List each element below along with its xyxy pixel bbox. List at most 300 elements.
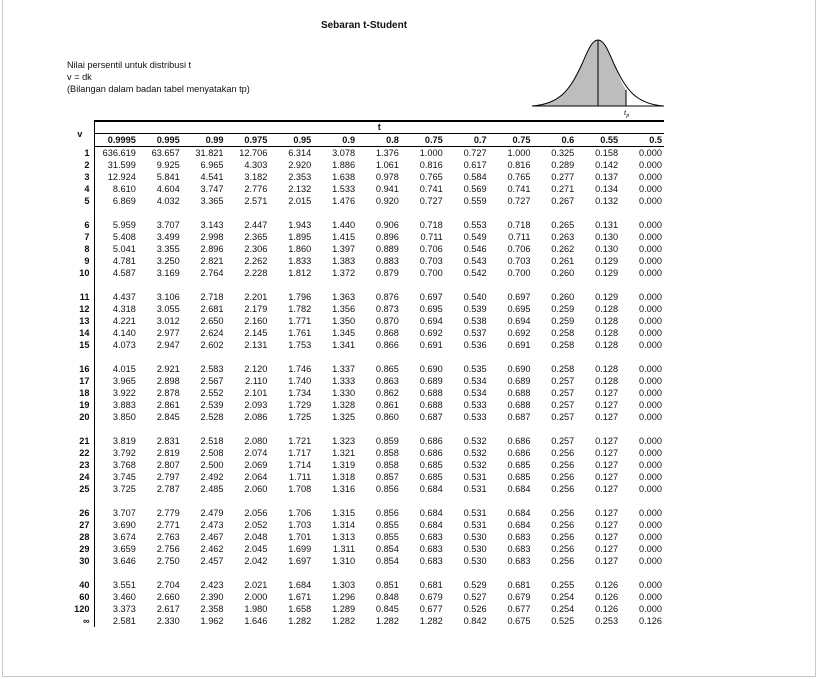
value-cell: 1.328 <box>332 400 356 410</box>
value-cell: 3.883 <box>112 400 136 410</box>
value-cell: 1.415 <box>332 232 356 242</box>
value-cell: 1.319 <box>332 460 356 470</box>
spacer-cell <box>94 495 664 507</box>
value-cell: 1.383 <box>332 256 356 266</box>
value-cell: 1.771 <box>288 316 312 326</box>
spacer-cell <box>94 279 664 291</box>
value-cell: 0.617 <box>463 160 487 170</box>
value-cell: 0.127 <box>595 412 619 422</box>
value-cell: 0.535 <box>463 364 487 374</box>
df-cell: 25 <box>66 483 94 495</box>
value-cell: 0.531 <box>463 508 487 518</box>
value-cell: 2.045 <box>244 544 268 554</box>
value-cell: 2.878 <box>156 388 180 398</box>
df-cell: 1 <box>66 147 94 160</box>
value-cell: 2.056 <box>244 508 268 518</box>
df-cell: 30 <box>66 555 94 567</box>
df-cell: 15 <box>66 339 94 351</box>
value-cell: 2.898 <box>156 376 180 386</box>
df-cell: 14 <box>66 327 94 339</box>
value-cell: 2.821 <box>200 256 224 266</box>
df-cell: 6 <box>66 219 94 231</box>
value-cell: 1.000 <box>419 148 443 158</box>
value-cell: 0.689 <box>507 376 531 386</box>
t-distribution-curve-figure <box>530 34 666 118</box>
value-cell: 0.000 <box>639 196 662 206</box>
value-cell: 1.533 <box>332 184 356 194</box>
value-cell: 3.745 <box>112 472 136 482</box>
value-cell: 0.865 <box>375 364 399 374</box>
df-cell: 24 <box>66 471 94 483</box>
value-cell: 0.542 <box>463 268 487 278</box>
value-cell: 0.549 <box>463 232 487 242</box>
value-cell: 3.659 <box>112 544 136 554</box>
value-cell: 1.638 <box>332 172 356 182</box>
value-cell: 1.962 <box>200 616 224 626</box>
value-cell: 4.221 <box>112 316 136 326</box>
value-cell: 2.567 <box>200 376 224 386</box>
value-cell: 0.259 <box>551 316 575 326</box>
value-cell: 2.617 <box>156 604 180 614</box>
value-cell: 0.258 <box>551 364 575 374</box>
value-cell: 0.263 <box>551 232 575 242</box>
value-cell: 1.708 <box>288 484 312 494</box>
value-cell: 12.924 <box>107 172 136 182</box>
value-cell: 0.527 <box>463 592 487 602</box>
value-cell: 1.980 <box>244 604 268 614</box>
table-row <box>66 291 664 303</box>
value-cell: 0.688 <box>507 388 531 398</box>
value-cell: 0.848 <box>375 592 399 602</box>
value-cell: 0.727 <box>463 148 487 158</box>
value-cell: 1.703 <box>288 520 312 530</box>
value-cell: 1.658 <box>288 604 312 614</box>
value-cell: 1.341 <box>332 340 356 350</box>
value-cell: 0.684 <box>419 484 443 494</box>
value-cell: 0.856 <box>375 508 399 518</box>
value-cell: 0.688 <box>507 400 531 410</box>
intro-line-1: Nilai persentil untuk distribusi t <box>67 60 192 70</box>
spacer-cell <box>66 351 94 363</box>
value-cell: 2.358 <box>200 604 224 614</box>
df-cell: 60 <box>66 591 94 603</box>
value-cell: 2.763 <box>156 532 180 542</box>
value-cell: 2.365 <box>244 232 268 242</box>
spacer-cell <box>66 567 94 579</box>
value-cell: 0.941 <box>375 184 399 194</box>
value-cell: 0.000 <box>639 556 662 566</box>
value-cell: 0.765 <box>507 172 531 182</box>
value-cell: 0.529 <box>463 580 487 590</box>
value-cell: 0.854 <box>375 556 399 566</box>
value-cell: 4.604 <box>156 184 180 194</box>
value-cell: 2.132 <box>288 184 312 194</box>
value-cell: 0.694 <box>419 316 443 326</box>
value-cell: 0.128 <box>595 304 619 314</box>
table-row <box>66 603 664 615</box>
value-cell: 3.012 <box>156 316 180 326</box>
value-cell: 0.132 <box>595 196 619 206</box>
value-cell: 2.704 <box>156 580 180 590</box>
value-cell: 3.078 <box>332 148 356 158</box>
value-cell: 0.000 <box>639 460 662 470</box>
value-cell: 4.073 <box>112 340 136 350</box>
value-cell: 0.127 <box>595 400 619 410</box>
value-cell: 1.812 <box>288 268 312 278</box>
table-row <box>66 519 664 531</box>
spacer-cell <box>94 423 664 435</box>
value-cell: 3.922 <box>112 388 136 398</box>
value-cell: 0.127 <box>595 532 619 542</box>
value-cell: 2.074 <box>244 448 268 458</box>
value-cell: 1.330 <box>332 388 356 398</box>
value-cell: 2.718 <box>200 292 224 302</box>
percentile-header: 0.75 <box>401 134 445 147</box>
table-row <box>66 387 664 399</box>
value-cell: 5.408 <box>112 232 136 242</box>
value-cell: 0.692 <box>507 328 531 338</box>
value-cell: 0.683 <box>507 532 531 542</box>
value-cell: 0.684 <box>507 484 531 494</box>
value-cell: 0.127 <box>595 544 619 554</box>
tp-label-sub: p <box>626 113 630 118</box>
df-cell: 21 <box>66 435 94 447</box>
value-cell: 1.895 <box>288 232 312 242</box>
value-cell: 1.886 <box>332 160 356 170</box>
value-cell: 0.271 <box>551 184 575 194</box>
value-cell: 0.584 <box>463 172 487 182</box>
value-cell: 4.032 <box>156 196 180 206</box>
value-cell: 0.883 <box>375 256 399 266</box>
value-cell: 0.683 <box>507 556 531 566</box>
value-cell: 3.792 <box>112 448 136 458</box>
value-cell: 2.021 <box>244 580 268 590</box>
value-cell: 0.260 <box>551 268 575 278</box>
value-cell: 2.330 <box>156 616 180 626</box>
group-spacer <box>66 279 664 291</box>
value-cell: 0.858 <box>375 448 399 458</box>
table-row <box>66 315 664 327</box>
value-cell: 0.842 <box>463 616 487 626</box>
value-cell: 3.373 <box>112 604 136 614</box>
value-cell: 1.282 <box>288 616 312 626</box>
percentile-header: 0.9 <box>313 134 357 147</box>
table-row <box>66 303 664 315</box>
value-cell: 5.841 <box>156 172 180 182</box>
value-cell: 1.943 <box>288 220 312 230</box>
value-cell: 3.250 <box>156 256 180 266</box>
value-cell: 0.727 <box>419 196 443 206</box>
value-cell: 0.896 <box>375 232 399 242</box>
value-cell: 0.000 <box>639 316 662 326</box>
value-cell: 1.782 <box>288 304 312 314</box>
df-cell: 8 <box>66 243 94 255</box>
value-cell: 0.254 <box>551 592 575 602</box>
value-cell: 0.000 <box>639 256 662 266</box>
value-cell: 0.000 <box>639 160 662 170</box>
value-cell: 0.553 <box>463 220 487 230</box>
value-cell: 0.686 <box>507 448 531 458</box>
value-cell: 0.687 <box>419 412 443 422</box>
value-cell: 4.437 <box>112 292 136 302</box>
percentile-header: 0.7 <box>445 134 489 147</box>
table-row <box>66 231 664 243</box>
percentile-header: 0.975 <box>226 134 270 147</box>
value-cell: 3.055 <box>156 304 180 314</box>
value-cell: 0.695 <box>419 304 443 314</box>
value-cell: 1.753 <box>288 340 312 350</box>
table-row <box>66 339 664 351</box>
value-cell: 0.000 <box>639 400 662 410</box>
value-cell: 2.508 <box>200 448 224 458</box>
percentile-header: 0.6 <box>532 134 576 147</box>
value-cell: 0.000 <box>639 532 662 542</box>
value-cell: 0.127 <box>595 520 619 530</box>
value-cell: 3.674 <box>112 532 136 542</box>
value-cell: 0.718 <box>507 220 531 230</box>
group-spacer <box>66 567 664 579</box>
value-cell: 0.127 <box>595 460 619 470</box>
value-cell: 0.870 <box>375 316 399 326</box>
value-cell: 0.677 <box>419 604 443 614</box>
value-cell: 0.684 <box>507 520 531 530</box>
value-cell: 0.684 <box>419 520 443 530</box>
value-cell: 3.850 <box>112 412 136 422</box>
value-cell: 0.127 <box>595 436 619 446</box>
value-cell: 0.289 <box>551 160 575 170</box>
value-cell: 0.129 <box>595 268 619 278</box>
value-cell: 1.725 <box>288 412 312 422</box>
value-cell: 0.684 <box>507 508 531 518</box>
value-cell: 0.000 <box>639 412 662 422</box>
value-cell: 1.337 <box>332 364 356 374</box>
value-cell: 0.256 <box>551 544 575 554</box>
value-cell: 2.457 <box>200 556 224 566</box>
value-cell: 3.106 <box>156 292 180 302</box>
value-cell: 0.000 <box>639 292 662 302</box>
value-cell: 0.540 <box>463 292 487 302</box>
value-cell: 0.538 <box>463 316 487 326</box>
table-row <box>66 483 664 495</box>
value-cell: 0.000 <box>639 544 662 554</box>
value-cell: 3.182 <box>244 172 268 182</box>
value-cell: 1.476 <box>332 196 356 206</box>
value-cell: 0.675 <box>507 616 531 626</box>
value-cell: 0.127 <box>595 472 619 482</box>
value-cell: 0.741 <box>419 184 443 194</box>
table-row <box>66 591 664 603</box>
table-body <box>66 147 664 628</box>
tp-label <box>624 108 629 118</box>
df-cell: 7 <box>66 231 94 243</box>
table-row <box>66 375 664 387</box>
value-cell: 1.729 <box>288 400 312 410</box>
spacer-cell <box>66 495 94 507</box>
value-cell: 2.771 <box>156 520 180 530</box>
value-cell: 0.679 <box>507 592 531 602</box>
value-cell: 1.314 <box>332 520 356 530</box>
value-cell: 0.537 <box>463 328 487 338</box>
group-spacer <box>66 495 664 507</box>
value-cell: 2.650 <box>200 316 224 326</box>
value-cell: 1.746 <box>288 364 312 374</box>
value-cell: 0.569 <box>463 184 487 194</box>
value-cell: 0.000 <box>639 592 662 602</box>
value-cell: 2.306 <box>244 244 268 254</box>
value-cell: 0.256 <box>551 520 575 530</box>
value-cell: 0.859 <box>375 436 399 446</box>
percentile-header: 0.95 <box>269 134 313 147</box>
value-cell: 2.977 <box>156 328 180 338</box>
value-cell: 2.518 <box>200 436 224 446</box>
value-cell: 0.868 <box>375 328 399 338</box>
value-cell: 0.534 <box>463 388 487 398</box>
value-cell: 0.534 <box>463 376 487 386</box>
value-cell: 1.440 <box>332 220 356 230</box>
value-cell: 0.130 <box>595 232 619 242</box>
value-cell: 0.685 <box>507 460 531 470</box>
value-cell: 1.296 <box>332 592 356 602</box>
value-cell: 1.796 <box>288 292 312 302</box>
value-cell: 1.714 <box>288 460 312 470</box>
value-cell: 0.863 <box>375 376 399 386</box>
value-cell: 2.120 <box>244 364 268 374</box>
value-cell: 5.041 <box>112 244 136 254</box>
value-cell: 1.684 <box>288 580 312 590</box>
table-row <box>66 171 664 183</box>
value-cell: 2.845 <box>156 412 180 422</box>
value-cell: 0.681 <box>419 580 443 590</box>
value-cell: 2.787 <box>156 484 180 494</box>
value-cell: 0.681 <box>507 580 531 590</box>
value-cell: 0.277 <box>551 172 575 182</box>
intro-line-3: (Bilangan dalam badan tabel menyatakan tp) <box>67 84 250 94</box>
value-cell: 2.353 <box>288 172 312 182</box>
value-cell: 0.862 <box>375 388 399 398</box>
value-cell: 4.015 <box>112 364 136 374</box>
value-cell: 0.546 <box>463 244 487 254</box>
value-cell: 0.258 <box>551 328 575 338</box>
value-cell: 31.599 <box>107 160 136 170</box>
value-cell: 0.691 <box>419 340 443 350</box>
value-cell: 0.530 <box>463 532 487 542</box>
value-cell: 31.821 <box>195 148 224 158</box>
value-cell: 0.000 <box>639 364 662 374</box>
value-cell: 1.282 <box>375 616 399 626</box>
value-cell: 3.460 <box>112 592 136 602</box>
value-cell: 0.000 <box>639 148 662 158</box>
value-cell: 2.390 <box>200 592 224 602</box>
shaded-area <box>532 40 626 106</box>
table-row <box>66 543 664 555</box>
percentile-header: 0.8 <box>357 134 401 147</box>
df-cell: 16 <box>66 363 94 375</box>
value-cell: 2.423 <box>200 580 224 590</box>
value-cell: 0.530 <box>463 556 487 566</box>
value-cell: 0.697 <box>419 292 443 302</box>
t-header: t <box>94 121 664 134</box>
value-cell: 1.345 <box>332 328 356 338</box>
value-cell: 2.571 <box>244 196 268 206</box>
value-cell: 0.000 <box>639 520 662 530</box>
value-cell: 1.397 <box>332 244 356 254</box>
value-cell: 1.321 <box>332 448 356 458</box>
value-cell: 0.685 <box>419 460 443 470</box>
value-cell: 0.816 <box>507 160 531 170</box>
value-cell: 0.129 <box>595 292 619 302</box>
value-cell: 0.262 <box>551 244 575 254</box>
value-cell: 1.717 <box>288 448 312 458</box>
value-cell: 3.690 <box>112 520 136 530</box>
df-cell: 12 <box>66 303 94 315</box>
value-cell: 0.000 <box>639 328 662 338</box>
value-cell: 1.289 <box>332 604 356 614</box>
value-cell: 0.525 <box>551 616 575 626</box>
value-cell: 1.701 <box>288 532 312 542</box>
value-cell: 0.533 <box>463 400 487 410</box>
value-cell: 1.646 <box>244 616 268 626</box>
value-cell: 0.000 <box>639 244 662 254</box>
value-cell: 0.128 <box>595 364 619 374</box>
value-cell: 0.257 <box>551 376 575 386</box>
value-cell: 2.060 <box>244 484 268 494</box>
value-cell: 1.316 <box>332 484 356 494</box>
value-cell: 0.126 <box>595 592 619 602</box>
value-cell: 1.761 <box>288 328 312 338</box>
value-cell: 1.303 <box>332 580 356 590</box>
value-cell: 0.258 <box>551 340 575 350</box>
value-cell: 0.000 <box>639 172 662 182</box>
value-cell: 0.000 <box>639 508 662 518</box>
df-cell: 10 <box>66 267 94 279</box>
value-cell: 2.485 <box>200 484 224 494</box>
value-cell: 3.551 <box>112 580 136 590</box>
value-cell: 0.689 <box>419 376 443 386</box>
df-cell: 11 <box>66 291 94 303</box>
value-cell: 2.000 <box>244 592 268 602</box>
value-cell: 0.686 <box>419 448 443 458</box>
value-cell: 0.876 <box>375 292 399 302</box>
value-cell: 0.684 <box>419 508 443 518</box>
value-cell: 1.697 <box>288 556 312 566</box>
value-cell: 0.686 <box>419 436 443 446</box>
value-cell: 0.873 <box>375 304 399 314</box>
value-cell: 4.587 <box>112 268 136 278</box>
value-cell: 2.756 <box>156 544 180 554</box>
tp-label-main: t <box>624 108 627 117</box>
value-cell: 0.256 <box>551 472 575 482</box>
value-cell: 2.947 <box>156 340 180 350</box>
value-cell: 0.858 <box>375 460 399 470</box>
value-cell: 0.688 <box>419 400 443 410</box>
table-row <box>66 183 664 195</box>
df-cell: 120 <box>66 603 94 615</box>
value-cell: 2.581 <box>112 616 136 626</box>
value-cell: 0.127 <box>595 508 619 518</box>
df-cell: 29 <box>66 543 94 555</box>
value-cell: 2.920 <box>288 160 312 170</box>
value-cell: 1.333 <box>332 376 356 386</box>
df-cell: 22 <box>66 447 94 459</box>
value-cell: 0.856 <box>375 484 399 494</box>
value-cell: 2.015 <box>288 196 312 206</box>
df-cell: ∞ <box>66 615 94 627</box>
table-row <box>66 219 664 231</box>
spacer-cell <box>94 351 664 363</box>
value-cell: 1.313 <box>332 532 356 542</box>
value-cell: 0.703 <box>507 256 531 266</box>
value-cell: 0.855 <box>375 520 399 530</box>
